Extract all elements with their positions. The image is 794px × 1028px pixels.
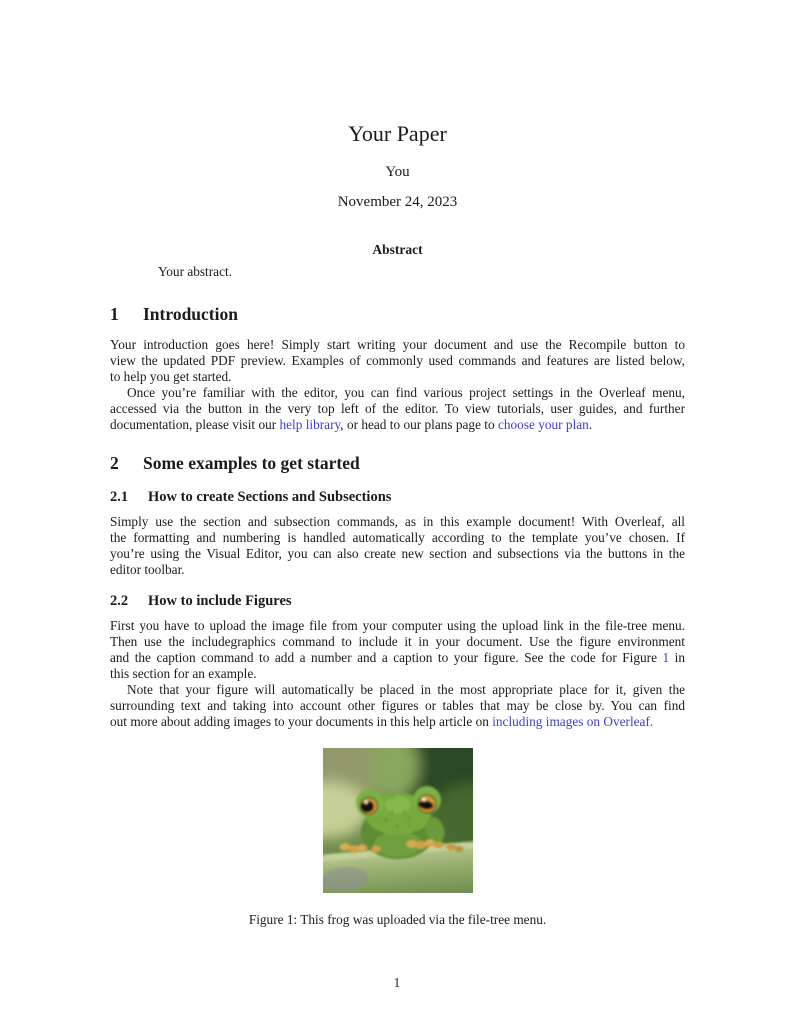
text-line [110,562,685,578]
text-run: you’re using the Visual Editor, you can also create new section and subsections via the buttons in the [110,546,685,561]
section-title: Introduction [143,304,238,324]
text-line [110,401,685,417]
frog-illustration [323,748,473,893]
paragraph [110,385,685,433]
text-run: Note that your figure will automatically be placed in the most appropriate place for it, given the [127,682,685,697]
text-run: . [588,417,593,432]
text-run: accessed via the button in the very top left of the editor. To view tutorials, user guides, and further [110,401,685,416]
text-run: Simply use the section and subsection commands, as in this example document! With Overleaf, all [110,514,685,529]
abstract-heading: Abstract [372,242,423,257]
text-run: Once you’re familiar with the editor, you can find various project settings in the Overleaf menu, [127,385,685,400]
text-run: , or head to our plans page to [340,417,498,432]
text-run: and the caption command to add a number and a caption to your figure. See the code for Figure [110,650,663,665]
section-number: 2 [110,453,119,473]
text-line [110,666,685,682]
inline-link[interactable]: help library [279,417,341,432]
text-run: Your introduction goes here! Simply start writing your document and use the Recompile button to [110,337,685,352]
section-title: Some examples to get started [143,453,360,473]
text-line [110,546,685,562]
section-heading-2 [110,452,685,474]
text-run: in [669,650,686,665]
inline-link[interactable]: including images on Overleaf. [492,714,654,729]
pdf-page [110,0,685,928]
paper-author: You [385,164,410,180]
text-run: view the updated PDF preview. Examples of commonly used commands and features are listed below, [110,353,685,368]
section-title: How to include Figures [148,593,292,609]
text-line [110,514,685,530]
text-run: this section for an example. [110,666,257,681]
subsection-heading-2.1 [110,488,685,506]
page-number: 1 [393,975,401,990]
section-number: 2.1 [110,489,129,505]
text-run: Then use the includegraphics command to include it in your document. Use the figure environment [110,634,685,649]
text-run: to help you get started. [110,369,232,384]
text-line [110,353,685,369]
section-title: How to create Sections and Subsections [148,489,392,505]
inline-link[interactable]: 1 [662,650,670,665]
paragraph [110,682,685,730]
text-line [110,369,685,385]
document-body [110,303,685,730]
text-run: out more about adding images to your documents in this help article on [110,714,493,729]
frog-image [323,748,473,893]
section-number: 1 [110,304,119,324]
text-run: documentation, please visit our [110,417,280,432]
paragraph [110,337,685,385]
text-line [110,417,685,433]
section-number: 2.2 [110,593,129,609]
paragraph [110,618,685,682]
text-line [110,618,685,634]
paper-title: Your Paper [348,121,447,146]
text-line [110,650,685,666]
text-line [110,634,685,650]
section-heading-1 [110,303,685,325]
text-run: surrounding text and taking into account other figures or tables that may be close by. You can find [110,698,685,713]
text-line [110,337,685,353]
subsection-heading-2.2 [110,592,685,610]
text-line [110,682,685,698]
text-line [110,385,685,401]
text-run: First you have to upload the image file from your computer using the upload link in the file-tree menu. [110,618,685,633]
text-line [110,698,685,714]
figure-caption: Figure 1: This frog was uploaded via the file-tree menu. [248,912,547,927]
text-run: editor toolbar. [110,562,185,577]
inline-link[interactable]: choose your plan [497,417,589,432]
paper-date: November 24, 2023 [337,194,458,210]
text-line [110,714,685,730]
text-line [110,530,685,546]
figure-1 [110,748,685,928]
text-run: the formatting and numbering is handled automatically according to the template you’ve chosen. If [110,530,685,545]
abstract-text: Your abstract. [158,264,232,279]
abstract-block [110,242,685,280]
paragraph [110,514,685,578]
